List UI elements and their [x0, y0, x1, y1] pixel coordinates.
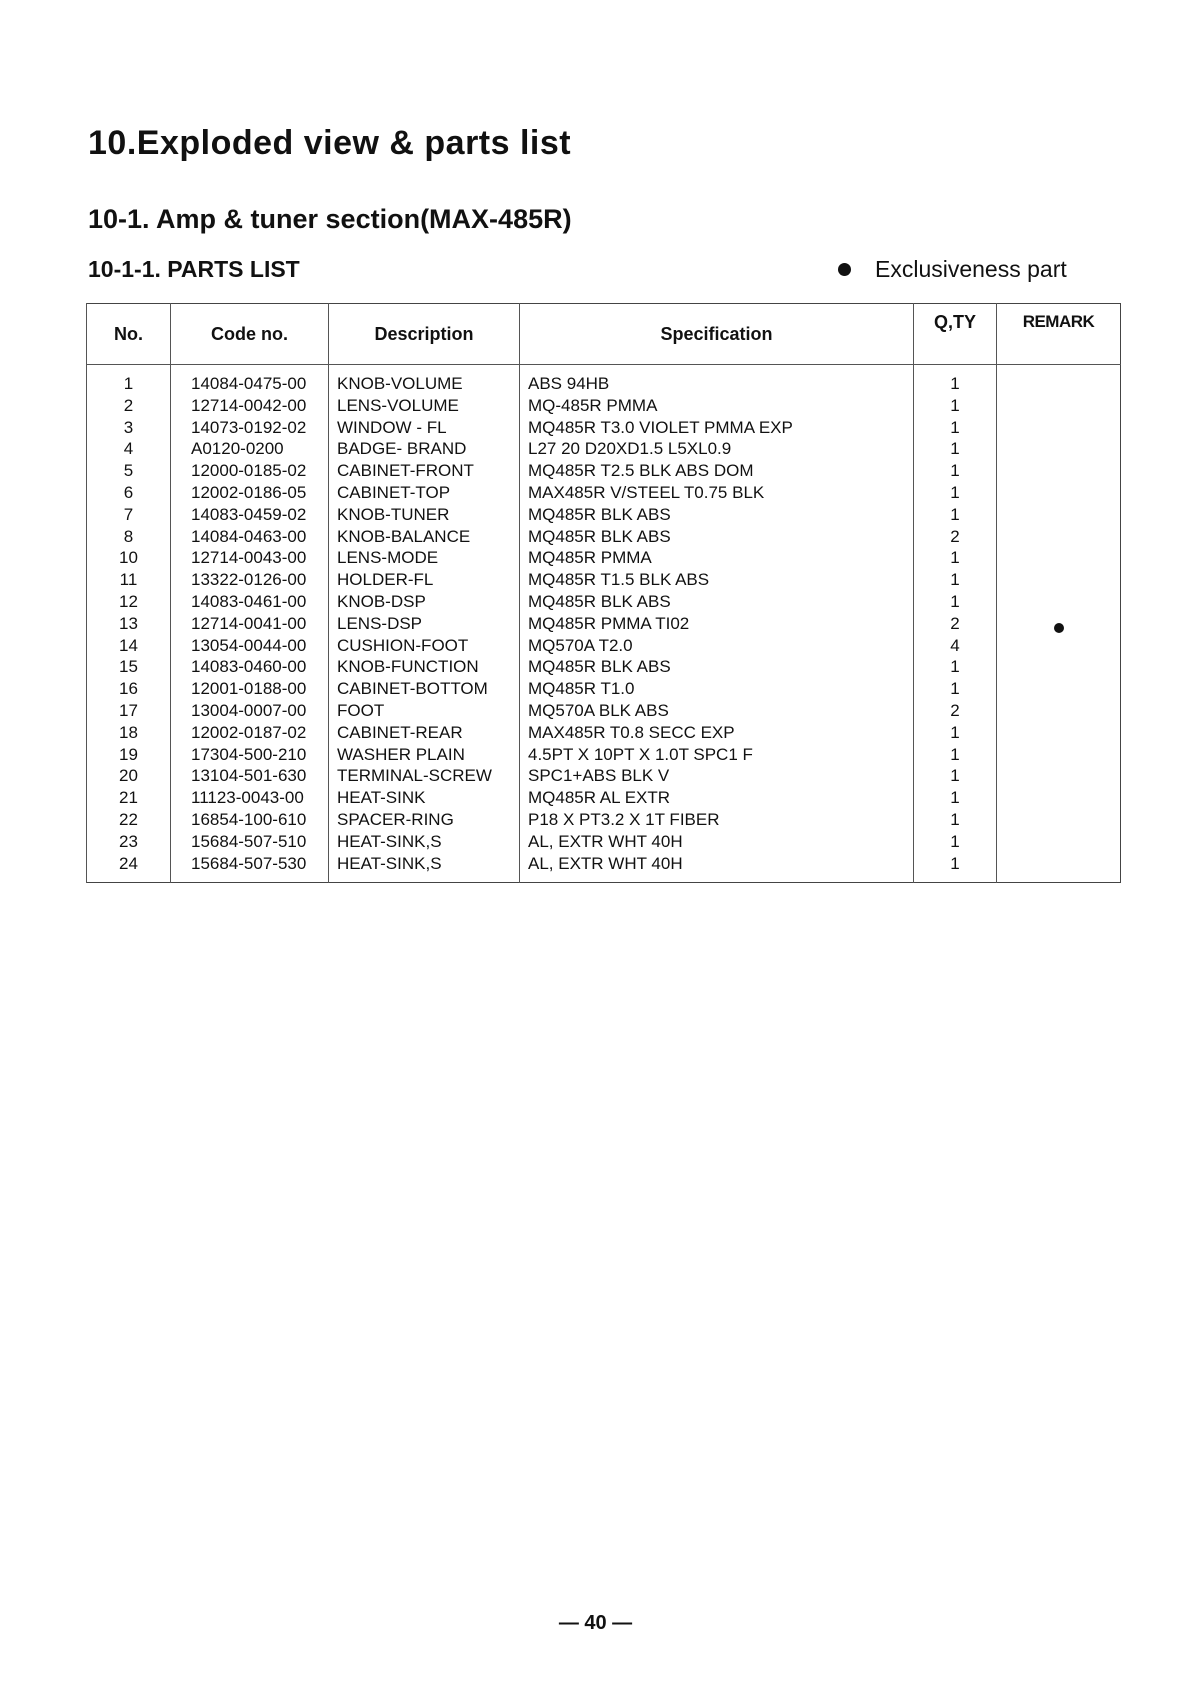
qty-cell: 1	[914, 417, 997, 439]
description-cell: KNOB-BALANCE	[329, 526, 520, 548]
qty-cell: 1	[914, 460, 997, 482]
specification-cell: L27 20 D20XD1.5 L5XL0.9	[520, 438, 914, 460]
part-no-cell: 4	[87, 438, 171, 460]
description-cell: FOOT	[329, 700, 520, 722]
description-cell: TERMINAL-SCREW	[329, 765, 520, 787]
qty-cell: 1	[914, 569, 997, 591]
table-row	[87, 569, 1121, 591]
qty-cell: 1	[914, 678, 997, 700]
bullet-icon	[838, 263, 851, 276]
code-cell: 14084-0463-00	[171, 526, 329, 548]
part-no-cell: 16	[87, 678, 171, 700]
part-no-cell: 7	[87, 504, 171, 526]
code-cell: 12002-0187-02	[171, 722, 329, 744]
part-no-cell: 10	[87, 547, 171, 569]
part-no-cell: 2	[87, 395, 171, 417]
header-no: No.	[87, 304, 171, 365]
specification-cell: SPC1+ABS BLK V	[520, 765, 914, 787]
code-cell: 17304-500-210	[171, 744, 329, 766]
table-row	[87, 395, 1121, 417]
table-row	[87, 656, 1121, 678]
table-row	[87, 700, 1121, 722]
specification-cell: MQ485R BLK ABS	[520, 504, 914, 526]
specification-cell: MQ485R PMMA	[520, 547, 914, 569]
header-code: Code no.	[171, 304, 329, 365]
part-no-cell: 21	[87, 787, 171, 809]
specification-cell: AL, EXTR WHT 40H	[520, 853, 914, 883]
qty-cell: 2	[914, 613, 997, 635]
page-title: 10.Exploded view & parts list	[88, 124, 572, 162]
part-no-cell: 19	[87, 744, 171, 766]
code-cell: 12714-0041-00	[171, 613, 329, 635]
specification-cell: MQ485R T3.0 VIOLET PMMA EXP	[520, 417, 914, 439]
specification-cell: MQ485R BLK ABS	[520, 591, 914, 613]
description-cell: LENS-DSP	[329, 613, 520, 635]
part-no-cell: 20	[87, 765, 171, 787]
table-row	[87, 365, 1121, 395]
specification-cell: MQ485R PMMA TI02	[520, 613, 914, 635]
description-cell: KNOB-FUNCTION	[329, 656, 520, 678]
qty-cell: 1	[914, 504, 997, 526]
description-cell: HEAT-SINK,S	[329, 853, 520, 883]
parts-table	[86, 303, 1121, 883]
qty-cell: 1	[914, 853, 997, 883]
description-cell: HOLDER-FL	[329, 569, 520, 591]
description-cell: CABINET-BOTTOM	[329, 678, 520, 700]
code-cell: 16854-100-610	[171, 809, 329, 831]
qty-cell: 1	[914, 809, 997, 831]
remark-cell	[997, 365, 1121, 883]
table-row	[87, 547, 1121, 569]
description-cell: LENS-VOLUME	[329, 395, 520, 417]
description-cell: CABINET-TOP	[329, 482, 520, 504]
description-cell: HEAT-SINK	[329, 787, 520, 809]
part-no-cell: 18	[87, 722, 171, 744]
code-cell: 13104-501-630	[171, 765, 329, 787]
specification-cell: MQ-485R PMMA	[520, 395, 914, 417]
table-header-row	[87, 304, 1121, 365]
part-no-cell: 24	[87, 853, 171, 883]
part-no-cell: 8	[87, 526, 171, 548]
qty-cell: 1	[914, 438, 997, 460]
code-cell: 15684-507-530	[171, 853, 329, 883]
qty-cell: 1	[914, 744, 997, 766]
table-row	[87, 635, 1121, 657]
specification-cell: 4.5PT X 10PT X 1.0T SPC1 F	[520, 744, 914, 766]
table-row	[87, 787, 1121, 809]
part-no-cell: 17	[87, 700, 171, 722]
table-row	[87, 504, 1121, 526]
description-cell: WINDOW - FL	[329, 417, 520, 439]
specification-cell: AL, EXTR WHT 40H	[520, 831, 914, 853]
page-number: — 40 —	[558, 1612, 633, 1634]
code-cell: 13322-0126-00	[171, 569, 329, 591]
qty-cell: 1	[914, 365, 997, 395]
qty-cell: 2	[914, 700, 997, 722]
table-row	[87, 417, 1121, 439]
code-cell: 14083-0461-00	[171, 591, 329, 613]
qty-cell: 1	[914, 765, 997, 787]
part-no-cell: 12	[87, 591, 171, 613]
table-row	[87, 591, 1121, 613]
code-cell: 14083-0460-00	[171, 656, 329, 678]
specification-cell: ABS 94HB	[520, 365, 914, 395]
header-description: Description	[329, 304, 520, 365]
part-no-cell: 23	[87, 831, 171, 853]
table-row	[87, 613, 1121, 635]
subsection-title: 10-1-1. PARTS LIST	[88, 256, 300, 282]
description-cell: KNOB-TUNER	[329, 504, 520, 526]
table-row	[87, 482, 1121, 504]
specification-cell: MQ570A BLK ABS	[520, 700, 914, 722]
specification-cell: MQ485R BLK ABS	[520, 526, 914, 548]
table-row	[87, 831, 1121, 853]
code-cell: 14073-0192-02	[171, 417, 329, 439]
header-remark: REMARK	[997, 304, 1121, 365]
qty-cell: 1	[914, 482, 997, 504]
code-cell: 15684-507-510	[171, 831, 329, 853]
qty-cell: 4	[914, 635, 997, 657]
code-cell: 13054-0044-00	[171, 635, 329, 657]
specification-cell: MQ485R T1.0	[520, 678, 914, 700]
description-cell: SPACER-RING	[329, 809, 520, 831]
part-no-cell: 15	[87, 656, 171, 678]
code-cell: 12714-0043-00	[171, 547, 329, 569]
specification-cell: MAX485R T0.8 SECC EXP	[520, 722, 914, 744]
header-qty: Q,TY	[914, 304, 997, 365]
exclusive-part-bullet-icon	[1054, 623, 1064, 633]
qty-cell: 1	[914, 656, 997, 678]
description-cell: BADGE- BRAND	[329, 438, 520, 460]
table-row	[87, 744, 1121, 766]
part-no-cell: 3	[87, 417, 171, 439]
description-cell: HEAT-SINK,S	[329, 831, 520, 853]
qty-cell: 1	[914, 787, 997, 809]
code-cell: 13004-0007-00	[171, 700, 329, 722]
code-cell: 11123-0043-00	[171, 787, 329, 809]
part-no-cell: 22	[87, 809, 171, 831]
part-no-cell: 5	[87, 460, 171, 482]
table-row	[87, 678, 1121, 700]
description-cell: KNOB-VOLUME	[329, 365, 520, 395]
code-cell: 12000-0185-02	[171, 460, 329, 482]
part-no-cell: 13	[87, 613, 171, 635]
section-title: 10-1. Amp & tuner section(MAX-485R)	[88, 204, 572, 234]
legend	[838, 256, 1067, 283]
table-row	[87, 722, 1121, 744]
specification-cell: MQ485R T2.5 BLK ABS DOM	[520, 460, 914, 482]
table-row	[87, 765, 1121, 787]
code-cell: 12002-0186-05	[171, 482, 329, 504]
code-cell: 12714-0042-00	[171, 395, 329, 417]
code-cell: 12001-0188-00	[171, 678, 329, 700]
qty-cell: 2	[914, 526, 997, 548]
specification-cell: P18 X PT3.2 X 1T FIBER	[520, 809, 914, 831]
part-no-cell: 6	[87, 482, 171, 504]
qty-cell: 1	[914, 547, 997, 569]
specification-cell: MAX485R V/STEEL T0.75 BLK	[520, 482, 914, 504]
specification-cell: MQ485R BLK ABS	[520, 656, 914, 678]
part-no-cell: 14	[87, 635, 171, 657]
qty-cell: 1	[914, 722, 997, 744]
qty-cell: 1	[914, 395, 997, 417]
description-cell: KNOB-DSP	[329, 591, 520, 613]
code-cell: A0120-0200	[171, 438, 329, 460]
table-row	[87, 438, 1121, 460]
code-cell: 14084-0475-00	[171, 365, 329, 395]
description-cell: LENS-MODE	[329, 547, 520, 569]
header-specification: Specification	[520, 304, 914, 365]
qty-cell: 1	[914, 831, 997, 853]
qty-cell: 1	[914, 591, 997, 613]
specification-cell: MQ570A T2.0	[520, 635, 914, 657]
specification-cell: MQ485R T1.5 BLK ABS	[520, 569, 914, 591]
legend-label: Exclusiveness part	[875, 256, 1067, 282]
description-cell: CABINET-REAR	[329, 722, 520, 744]
table-body	[87, 365, 1121, 883]
table-row	[87, 853, 1121, 883]
description-cell: CUSHION-FOOT	[329, 635, 520, 657]
code-cell: 14083-0459-02	[171, 504, 329, 526]
part-no-cell: 1	[87, 365, 171, 395]
description-cell: CABINET-FRONT	[329, 460, 520, 482]
table-row	[87, 526, 1121, 548]
description-cell: WASHER PLAIN	[329, 744, 520, 766]
table-row	[87, 460, 1121, 482]
table-row	[87, 809, 1121, 831]
specification-cell: MQ485R AL EXTR	[520, 787, 914, 809]
part-no-cell: 11	[87, 569, 171, 591]
